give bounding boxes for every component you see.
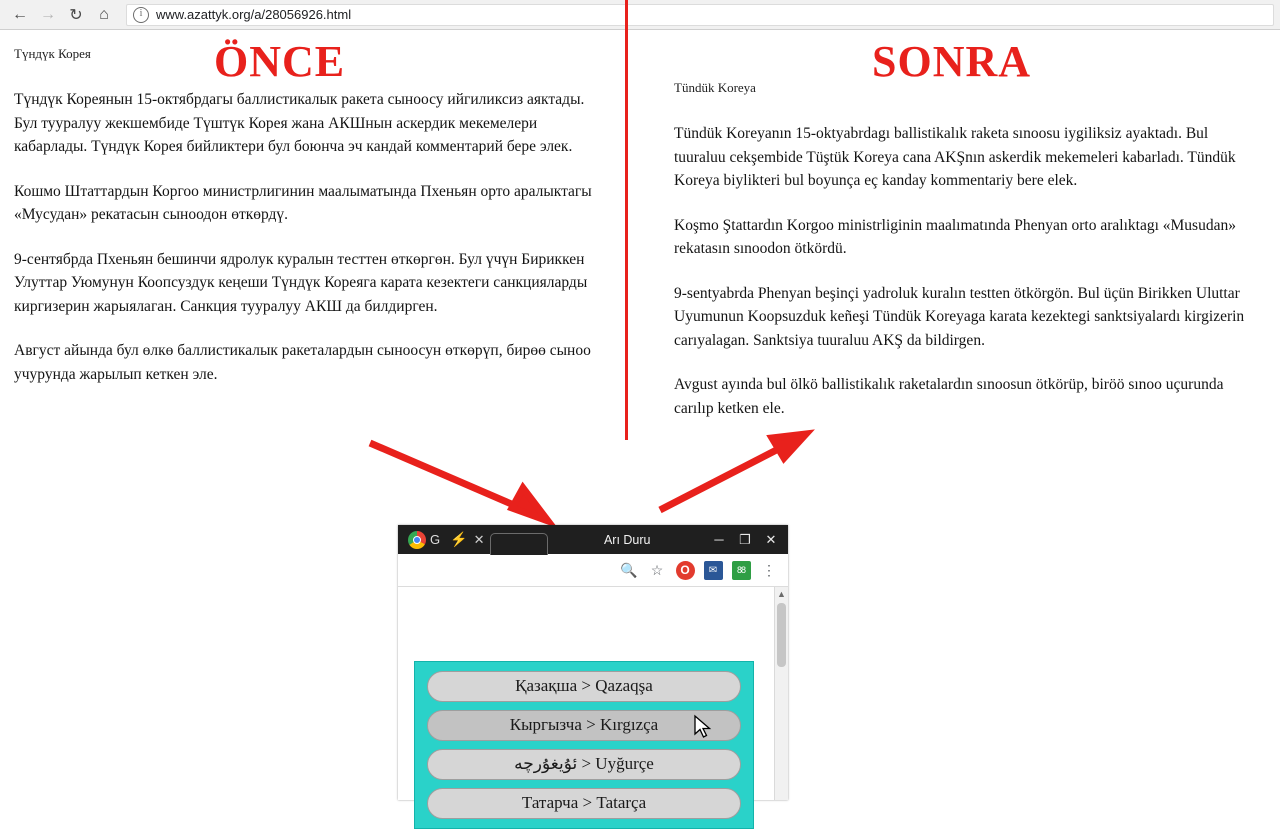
- annotation-after-label: SONRA: [872, 37, 1032, 86]
- extension-popup-panel: [414, 661, 754, 829]
- back-arrow-icon[interactable]: ←: [12, 5, 28, 23]
- overflow-menu-icon[interactable]: ⋮: [762, 561, 776, 578]
- close-icon[interactable]: ✕: [765, 531, 777, 547]
- chrome-logo-icon: [408, 531, 426, 549]
- browser-toolbar: [0, 0, 1280, 30]
- paragraph: Түндүк Кореянын 15-октябрдагы баллистикалык ракета сыноосу ийгиликсиз аяктады. Бул тууралуу жекшембиде Түштүк Корея жана АКШнын аскердик мекемелери кабарлады. Түндүк Корея бийликтери бул боюнча эч кандай комментарий бере элек.: [14, 91, 585, 156]
- chevron-up-icon[interactable]: ▲: [777, 589, 786, 599]
- paragraph: Avgust ayında bul ölkö ballistikalık raketalardın sınoosun ötkörüp, biröö sınoo uçurunda carılıp ketken ele.: [674, 376, 1224, 417]
- article-kicker-after: Tündük Koreya: [674, 80, 756, 95]
- minimize-icon[interactable]: ─: [714, 532, 724, 547]
- forward-arrow-icon[interactable]: →: [40, 5, 56, 23]
- paragraph: Tündük Koreyanın 15-oktyabrdagı ballistikalık raketa sınoosu iygiliksiz ayaktadı. Bul tuuraluu cekşembide Tüştük Koreya cana AKŞnın askerdik mekemeleri kabarladı. Tündük Koreya biylikteri bul boyunça eç kanday kommentariy bere elek.: [674, 125, 1236, 190]
- article-pane-after: [628, 30, 1280, 441]
- article-body-before: [14, 88, 599, 386]
- mouse-cursor-icon: [694, 715, 712, 739]
- article-kicker-before: Түндүк Корея: [14, 46, 91, 61]
- popup-window-title: Arı Duru: [603, 532, 651, 547]
- extension-blue-glyph: ✉: [704, 561, 723, 580]
- lang-option-qazaqsa[interactable]: Қазақша > Qazaqşa: [427, 671, 741, 702]
- search-icon[interactable]: 🔍: [620, 561, 638, 578]
- extension-icon-red[interactable]: [672, 557, 698, 583]
- paragraph: Koşmo Ştattardın Korgoo ministrliginin maalımatında Phenyan orto aralıktagı «Musudan» rekatasın sınoodon ötkördü.: [674, 216, 1236, 258]
- extension-green-glyph: 88: [732, 561, 751, 580]
- arrow-left-shaft: [370, 443, 530, 512]
- scrollbar-thumb[interactable]: [777, 603, 786, 667]
- home-icon[interactable]: ⌂: [99, 5, 109, 23]
- lang-option-tatarca[interactable]: Татарча > Tatarça: [427, 788, 741, 819]
- reload-icon[interactable]: ↻: [69, 6, 83, 24]
- popup-scrollbar[interactable]: [774, 587, 788, 800]
- popup-content-area: [398, 587, 788, 812]
- article-body-after: [674, 122, 1259, 420]
- article-pane-before: [0, 30, 625, 407]
- url-text: www.azattyk.org/a/28056926.html: [156, 7, 352, 22]
- lang-option-kirgizca[interactable]: Кыргызча > Kırgızça: [427, 710, 741, 741]
- close-icon[interactable]: ✕: [473, 531, 485, 547]
- paragraph: 9-сентябрда Пхеньян бешинчи ядролук куралын тесттен өткөргөн. Бул үчүн Бириккен Улуттар Уюмунун Коопсуздук кеңеши Түндүк Кореяга карата кезектеги санкцияларды киргизерин жарыялаган. Санкция тууралуу АКШ да билдирген.: [14, 250, 588, 315]
- annotation-before-label: ÖNCE: [214, 37, 346, 86]
- address-bar[interactable]: [126, 4, 1274, 26]
- maximize-icon[interactable]: ❐: [739, 531, 751, 547]
- paragraph: Август айында бул өлкө баллистикалык ракеталардын сыноосун өткөрүп, бирөө сыноо учурунда жарылып кеткен эле.: [14, 342, 591, 383]
- extension-icon-blue[interactable]: [700, 557, 726, 583]
- arrow-left-head: [512, 488, 548, 521]
- lightning-icon[interactable]: ⚡: [450, 531, 468, 547]
- paragraph: 9-sentyabrda Phenyan beşinçi yadroluk kuralın testten ötkörgön. Bul üçün Birikken Uluttar Uyumunun Koopsuzduk keñeşi Tündük Koreyaga karata kezektegi sanktsiyalardı kirgizerin carıyalagan. Sanktsiya tuuraluu AKŞ da bildirgen.: [674, 284, 1245, 349]
- popup-browser-window: [398, 525, 788, 812]
- popup-titlebar[interactable]: [398, 525, 788, 554]
- paragraph: Кошмо Штаттардын Коргоо министрлигинин маалыматында Пхеньян орто аралыктагы «Мусудан» рекатасын сыноодон өткөрдү.: [14, 182, 592, 224]
- arrow-right-shaft: [660, 443, 790, 510]
- popup-toolbar: [398, 554, 788, 587]
- lang-option-uygurce[interactable]: ئۇيغۇرچە > Uyğurçe: [427, 749, 741, 780]
- tab-letter: G: [430, 532, 441, 547]
- star-icon[interactable]: ☆: [650, 561, 664, 578]
- extension-icon-green[interactable]: [728, 557, 754, 583]
- page-info-icon[interactable]: i: [133, 7, 149, 23]
- browser-tab[interactable]: [490, 533, 548, 555]
- extension-red-glyph: O: [676, 561, 695, 580]
